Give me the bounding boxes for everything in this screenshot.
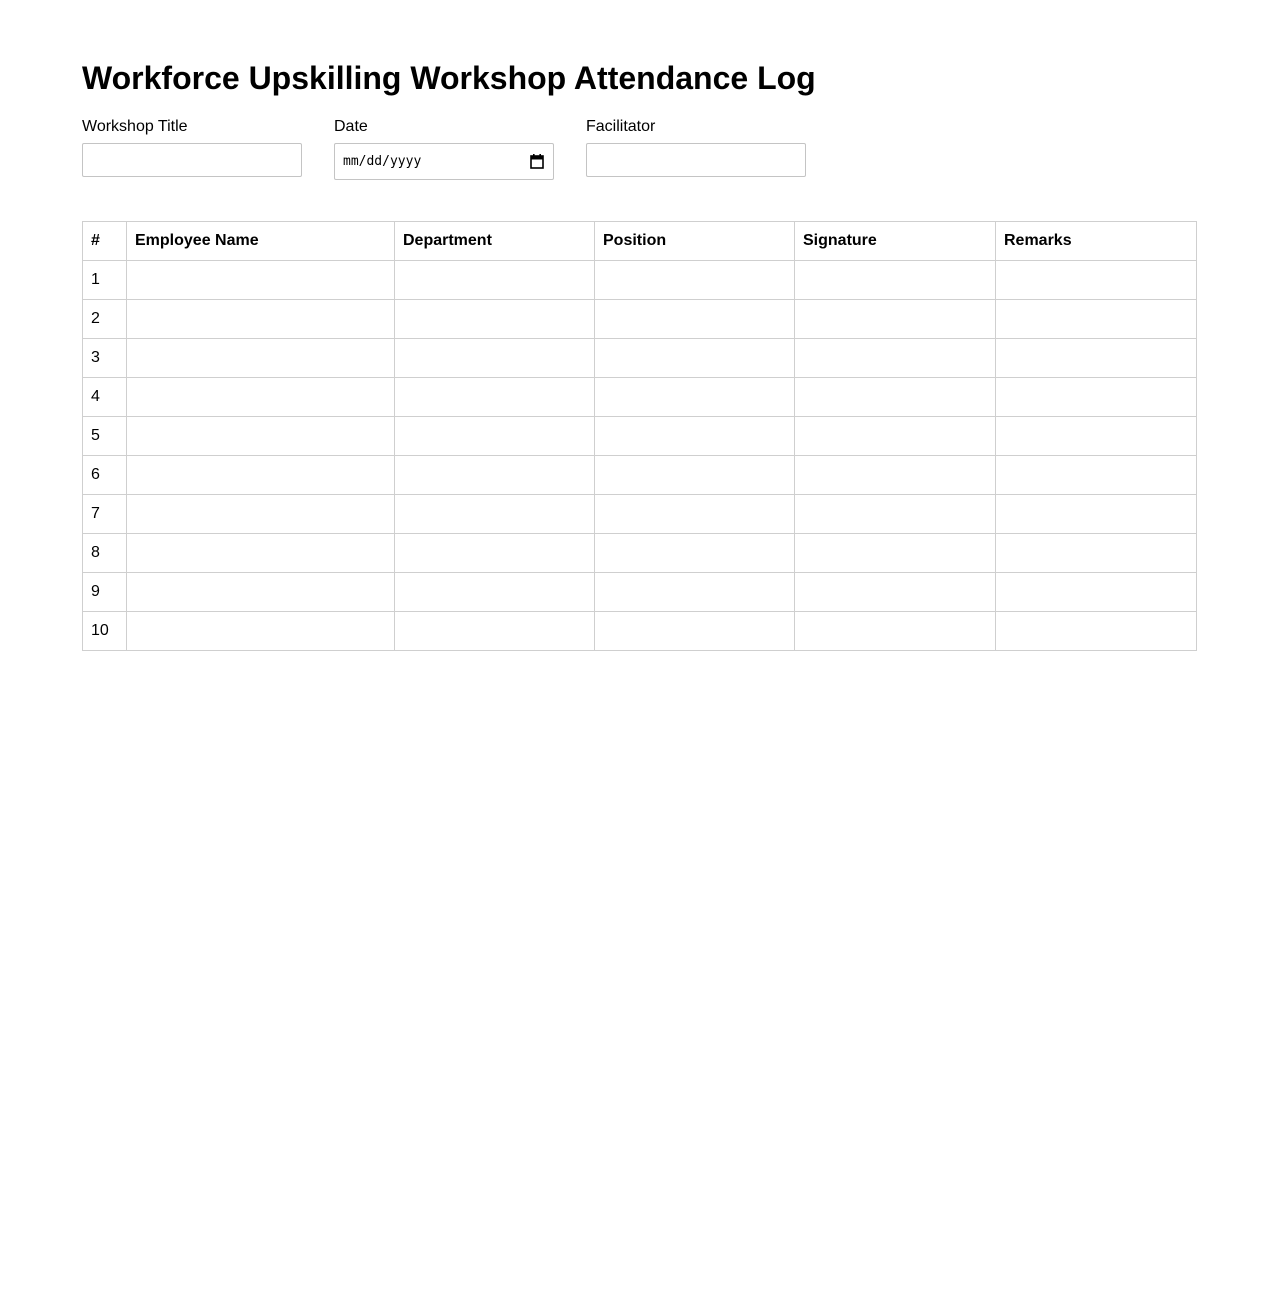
position-cell[interactable]	[595, 612, 795, 651]
row-number: 6	[83, 456, 127, 495]
remarks-cell[interactable]	[996, 417, 1197, 456]
column-header-signature: Signature	[795, 222, 996, 261]
employee-name-cell[interactable]	[127, 417, 395, 456]
row-number: 3	[83, 339, 127, 378]
column-header-department: Department	[395, 222, 595, 261]
employee-name-cell[interactable]	[127, 456, 395, 495]
employee-name-cell[interactable]	[127, 612, 395, 651]
employee-name-cell[interactable]	[127, 495, 395, 534]
position-cell[interactable]	[595, 534, 795, 573]
row-number: 9	[83, 573, 127, 612]
signature-cell[interactable]	[795, 612, 996, 651]
table-row	[83, 495, 1197, 534]
table-row	[83, 456, 1197, 495]
department-cell[interactable]	[395, 417, 595, 456]
position-cell[interactable]	[595, 417, 795, 456]
remarks-cell[interactable]	[996, 456, 1197, 495]
department-cell[interactable]	[395, 573, 595, 612]
row-number: 1	[83, 261, 127, 300]
position-cell[interactable]	[595, 378, 795, 417]
department-cell[interactable]	[395, 495, 595, 534]
row-number: 4	[83, 378, 127, 417]
department-cell[interactable]	[395, 612, 595, 651]
table-row	[83, 534, 1197, 573]
table-header-row	[83, 222, 1197, 261]
table-row	[83, 573, 1197, 612]
table-row	[83, 612, 1197, 651]
signature-cell[interactable]	[795, 417, 996, 456]
table-row	[83, 261, 1197, 300]
position-cell[interactable]	[595, 456, 795, 495]
remarks-cell[interactable]	[996, 534, 1197, 573]
remarks-cell[interactable]	[996, 378, 1197, 417]
employee-name-cell[interactable]	[127, 378, 395, 417]
remarks-cell[interactable]	[996, 495, 1197, 534]
position-cell[interactable]	[595, 339, 795, 378]
signature-cell[interactable]	[795, 573, 996, 612]
remarks-cell[interactable]	[996, 573, 1197, 612]
row-number: 2	[83, 300, 127, 339]
signature-cell[interactable]	[795, 339, 996, 378]
facilitator-group	[586, 118, 806, 181]
facilitator-input[interactable]	[586, 143, 806, 177]
signature-cell[interactable]	[795, 261, 996, 300]
department-cell[interactable]	[395, 339, 595, 378]
employee-name-cell[interactable]	[127, 339, 395, 378]
calendar-icon[interactable]	[530, 154, 544, 169]
remarks-cell[interactable]	[996, 261, 1197, 300]
column-header-remarks: Remarks	[996, 222, 1197, 261]
position-cell[interactable]	[595, 261, 795, 300]
table-row	[83, 417, 1197, 456]
workshop-details	[82, 118, 1196, 181]
row-number: 8	[83, 534, 127, 573]
employee-name-cell[interactable]	[127, 261, 395, 300]
column-header-number: #	[83, 222, 127, 261]
date-group	[334, 118, 554, 181]
date-placeholder: mm/dd/yyyy	[343, 154, 422, 169]
remarks-cell[interactable]	[996, 300, 1197, 339]
position-cell[interactable]	[595, 300, 795, 339]
signature-cell[interactable]	[795, 534, 996, 573]
position-cell[interactable]	[595, 495, 795, 534]
row-number: 5	[83, 417, 127, 456]
workshop-title-group	[82, 118, 302, 181]
row-number: 10	[83, 612, 127, 651]
signature-cell[interactable]	[795, 495, 996, 534]
table-row	[83, 378, 1197, 417]
workshop-title-input[interactable]	[82, 143, 302, 177]
table-row	[83, 339, 1197, 378]
attendance-table	[82, 221, 1197, 651]
department-cell[interactable]	[395, 261, 595, 300]
signature-cell[interactable]	[795, 378, 996, 417]
department-cell[interactable]	[395, 378, 595, 417]
employee-name-cell[interactable]	[127, 573, 395, 612]
department-cell[interactable]	[395, 534, 595, 573]
column-header-position: Position	[595, 222, 795, 261]
date-label: Date	[334, 118, 368, 135]
date-input[interactable]	[334, 143, 554, 180]
department-cell[interactable]	[395, 456, 595, 495]
workshop-title-label: Workshop Title	[82, 118, 188, 135]
facilitator-label: Facilitator	[586, 118, 656, 135]
remarks-cell[interactable]	[996, 339, 1197, 378]
page-title: Workforce Upskilling Workshop Attendance Log	[82, 60, 816, 96]
table-row	[83, 300, 1197, 339]
position-cell[interactable]	[595, 573, 795, 612]
department-cell[interactable]	[395, 300, 595, 339]
signature-cell[interactable]	[795, 456, 996, 495]
signature-cell[interactable]	[795, 300, 996, 339]
remarks-cell[interactable]	[996, 612, 1197, 651]
employee-name-cell[interactable]	[127, 534, 395, 573]
row-number: 7	[83, 495, 127, 534]
employee-name-cell[interactable]	[127, 300, 395, 339]
column-header-employee-name: Employee Name	[127, 222, 395, 261]
